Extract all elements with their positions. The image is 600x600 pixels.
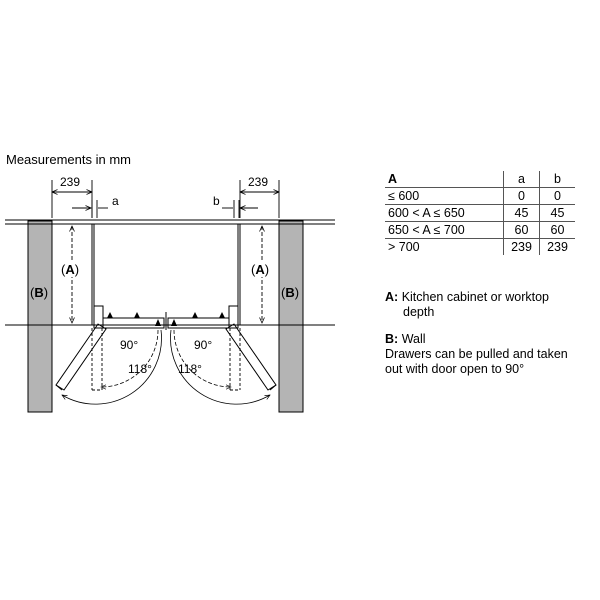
- table-cell-a: 60: [504, 222, 540, 239]
- table-cell-a: 0: [504, 188, 540, 205]
- legend-A-text-1: Kitchen cabinet or worktop: [401, 290, 549, 304]
- label-B-left: (B): [30, 285, 49, 300]
- table-cell-b: 239: [540, 239, 576, 256]
- wall-right: [279, 221, 303, 412]
- angle-90-left: 90°: [120, 338, 139, 352]
- legend-note-1: Drawers can be pulled and taken: [385, 347, 568, 361]
- dim-gap-a-label: a: [112, 194, 119, 208]
- spec-table-header: [385, 171, 575, 188]
- door-front-left: [103, 318, 164, 328]
- legend-B: [385, 332, 568, 377]
- dim-239-right-label: 239: [248, 175, 269, 189]
- dim-239-left-label: 239: [60, 175, 81, 189]
- spec-header-A: A: [385, 171, 504, 188]
- table-row: [385, 222, 575, 239]
- label-A-right: (A): [251, 262, 270, 277]
- dim-gap-a: [72, 200, 108, 218]
- label-A-left: (A): [61, 262, 80, 277]
- door-open-right: [226, 324, 276, 390]
- spec-table: [385, 171, 575, 255]
- table-row: [385, 205, 575, 222]
- label-B-right: (B): [281, 285, 300, 300]
- angle-118-left: 118°: [128, 362, 152, 376]
- table-cell-b: 0: [540, 188, 576, 205]
- door-front-right: [168, 318, 229, 328]
- table-cell-a: 45: [504, 205, 540, 222]
- spec-header-a: a: [504, 171, 540, 188]
- legend-note-2: out with door open to 90°: [385, 362, 525, 376]
- dim-gap-b-label: b: [213, 194, 220, 208]
- appliance-body: [94, 224, 238, 325]
- legend-A-text-2: depth: [403, 305, 435, 319]
- angle-118-right: 118°: [178, 362, 202, 376]
- table-cell-range: 650 < A ≤ 700: [385, 222, 504, 239]
- spec-header-b: b: [540, 171, 576, 188]
- table-cell-range: > 700: [388, 240, 420, 254]
- wall-left: [28, 221, 52, 412]
- table-cell-range: 600 < A ≤ 650: [385, 205, 504, 222]
- table-cell-b: 45: [540, 205, 576, 222]
- legend-A-key: A:: [385, 290, 399, 304]
- table-cell-b: 60: [540, 222, 576, 239]
- table-cell-range: ≤ 600: [385, 188, 504, 205]
- table-cell-a: 239: [504, 239, 540, 256]
- angle-90-right: 90°: [194, 338, 213, 352]
- legend-B-text: Wall: [401, 332, 426, 346]
- legend-B-key: B:: [385, 332, 399, 346]
- table-row: [385, 239, 575, 256]
- door-open-left: [56, 324, 106, 390]
- legend-A: [385, 290, 549, 320]
- table-row: [385, 188, 575, 205]
- diagram-title: Measurements in mm: [6, 152, 131, 167]
